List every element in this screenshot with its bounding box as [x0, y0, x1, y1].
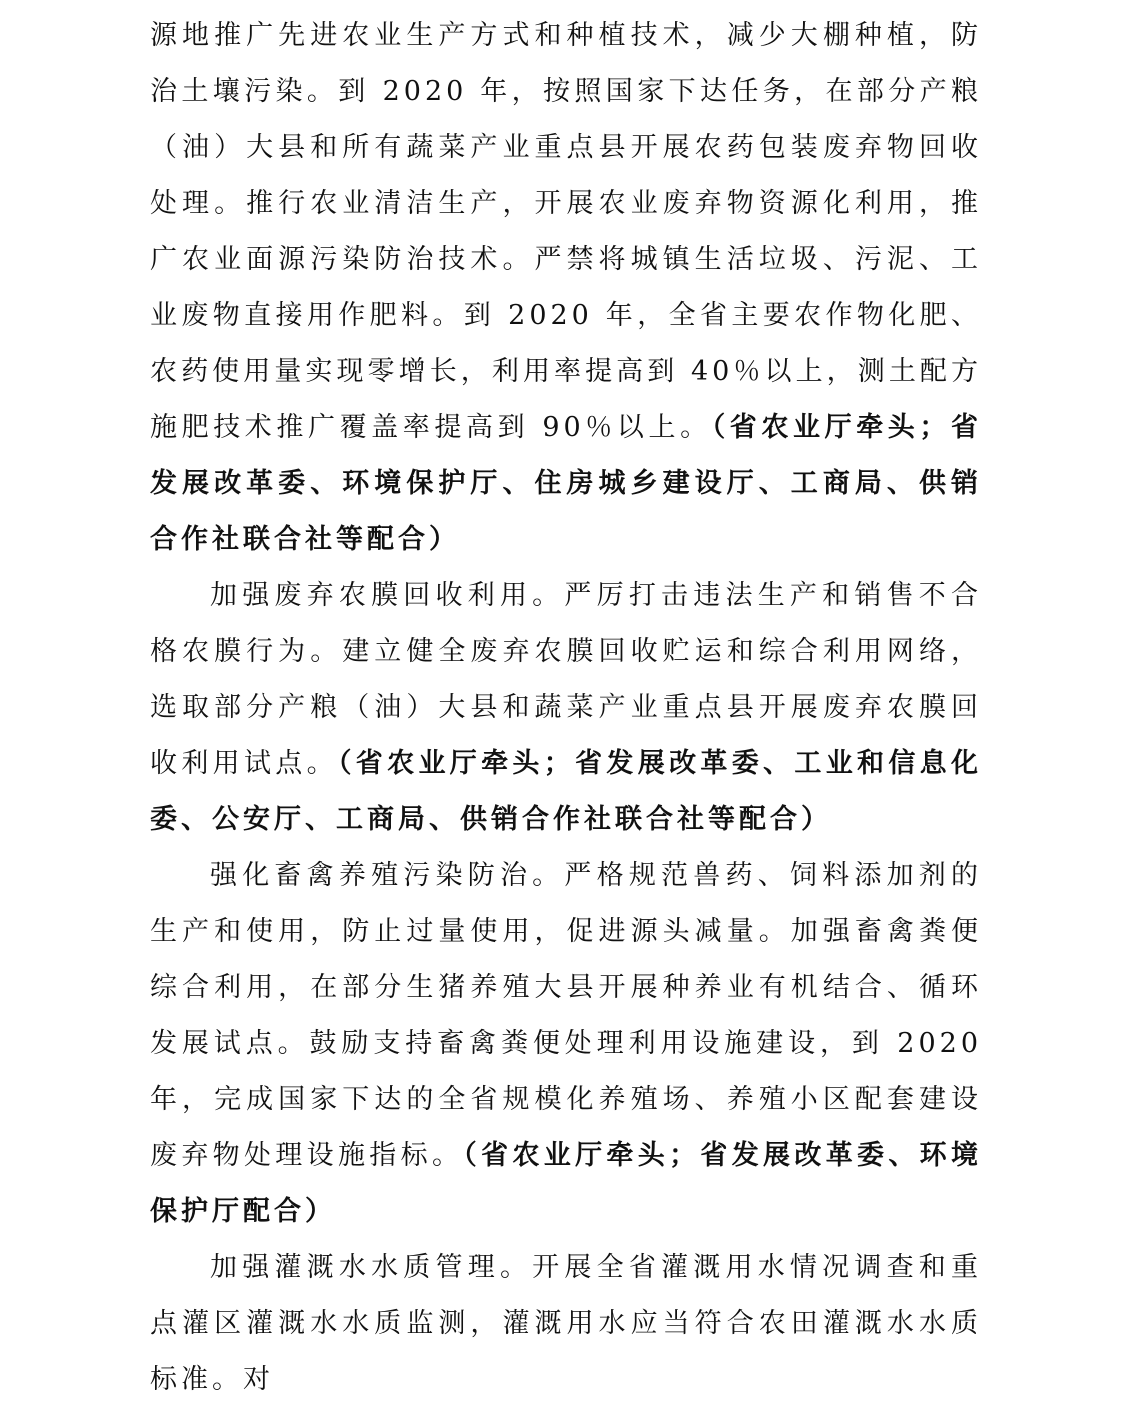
paragraph-irrigation-water — [150, 1240, 982, 1408]
responsibility-note: （省农业厅牵头；省发展改革委、工业和信息化委、公安厅、工商局、供销合作社联合社等配合） — [150, 748, 983, 835]
paragraph-livestock-pollution — [150, 848, 982, 1240]
paragraph-text: 源地推广先进农业生产方式和种植技术，减少大棚种植，防治土壤污染。到 2020 年，按照国家下达任务，在部分产粮（油）大县和所有蔬菜产业重点县开展农药包装废弃物回收处理。推行农业清洁生产，开展农业废弃物资源化利用，推广农业面源污染防治技术。严禁将城镇生活垃圾、污泥、工业废物直接用作肥料。到 2020 年，全省主要农作物化肥、农药使用量实现零增长，利用率提高到 40％以上，测土配方施肥技术推广覆盖率提高到 90％以上。 — [150, 20, 982, 443]
body-text — [150, 0, 982, 1408]
paragraph-text: 强化畜禽养殖污染防治。严格规范兽药、饲料添加剂的生产和使用，防止过量使用，促进源头减量。加强畜禽粪便综合利用，在部分生猪养殖大县开展种养业有机结合、循环发展试点。鼓励支持畜禽粪便处理利用设施建设，到 2020 年，完成国家下达的全省规模化养殖场、养殖小区配套建设废弃物处理设施指标。 — [150, 860, 982, 1171]
paragraph-text: 加强废弃农膜回收利用。严厉打击违法生产和销售不合格农膜行为。建立健全废弃农膜回收贮运和综合利用网络，选取部分产粮（油）大县和蔬菜产业重点县开展废弃农膜回收利用试点。 — [150, 580, 982, 779]
responsibility-note: （省农业厅牵头；省发展改革委、环境保护厅、住房城乡建设厅、工商局、供销合作社联合社等配合） — [150, 412, 982, 555]
paragraph-text: 加强灌溉水水质管理。开展全省灌溉用水情况调查和重点灌区灌溉水水质监测，灌溉用水应当符合农田灌溉水水质标准。对 — [150, 1252, 982, 1395]
document-body — [150, 0, 983, 1395]
paragraph-farmland-pollution — [150, 8, 982, 568]
paragraph-plastic-film-recycling — [150, 568, 982, 848]
responsibility-note: （省农业厅牵头；省发展改革委、环境保护厅配合） — [150, 1140, 983, 1227]
